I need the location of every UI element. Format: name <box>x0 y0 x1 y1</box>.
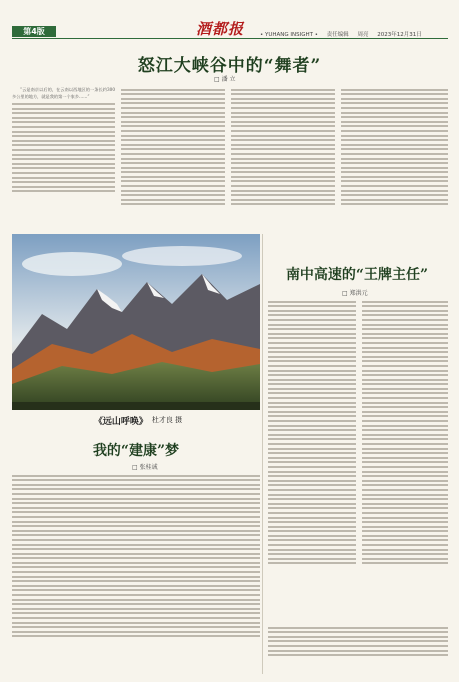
photo-caption-credit: 杜才良 摄 <box>151 416 183 424</box>
page-number-badge: 第4版 <box>12 26 56 37</box>
section-name: • YUHANG INSIGHT • <box>260 32 318 38</box>
photo-caption <box>12 412 260 428</box>
article1-column-2 <box>121 86 225 231</box>
article1-column-3 <box>231 86 335 231</box>
photo-caption-title: 《远山呼唤》 <box>93 416 148 427</box>
article3-title: 南中高速的“王牌主任” <box>285 267 429 283</box>
editor-label: 责任编辑 <box>326 32 349 38</box>
column-divider <box>262 234 263 674</box>
article3-column-bottom <box>268 624 448 676</box>
article2-title: 我的“建康”梦 <box>92 443 180 459</box>
article2-byline: □ 张桂诚 <box>132 464 158 471</box>
article3-column-1 <box>268 298 356 622</box>
article3-byline: □ 郑洪元 <box>342 290 368 297</box>
landscape-photo <box>12 234 260 410</box>
article1-excerpt: “云是南京以后的，在云南以西地区的一条长约300多公里的地方，就是我的第一个家乡……” <box>12 87 115 100</box>
article1-column-1 <box>12 86 115 231</box>
paper-logo: 酒都报 <box>196 20 245 38</box>
header-rule <box>12 38 448 39</box>
editor-name: 周亮 <box>357 32 369 38</box>
header-meta <box>260 30 429 38</box>
article2-body-text <box>12 472 260 672</box>
article1-column-4 <box>341 86 448 231</box>
article1-body-text <box>12 103 115 192</box>
masthead <box>0 0 459 38</box>
article1-byline: □ 潘 立 <box>214 76 236 83</box>
issue-date: 2023年12月31日 <box>377 32 422 38</box>
article1-title: 怒江大峡谷中的“舞者” <box>137 56 322 76</box>
article3-column-2 <box>362 298 448 622</box>
